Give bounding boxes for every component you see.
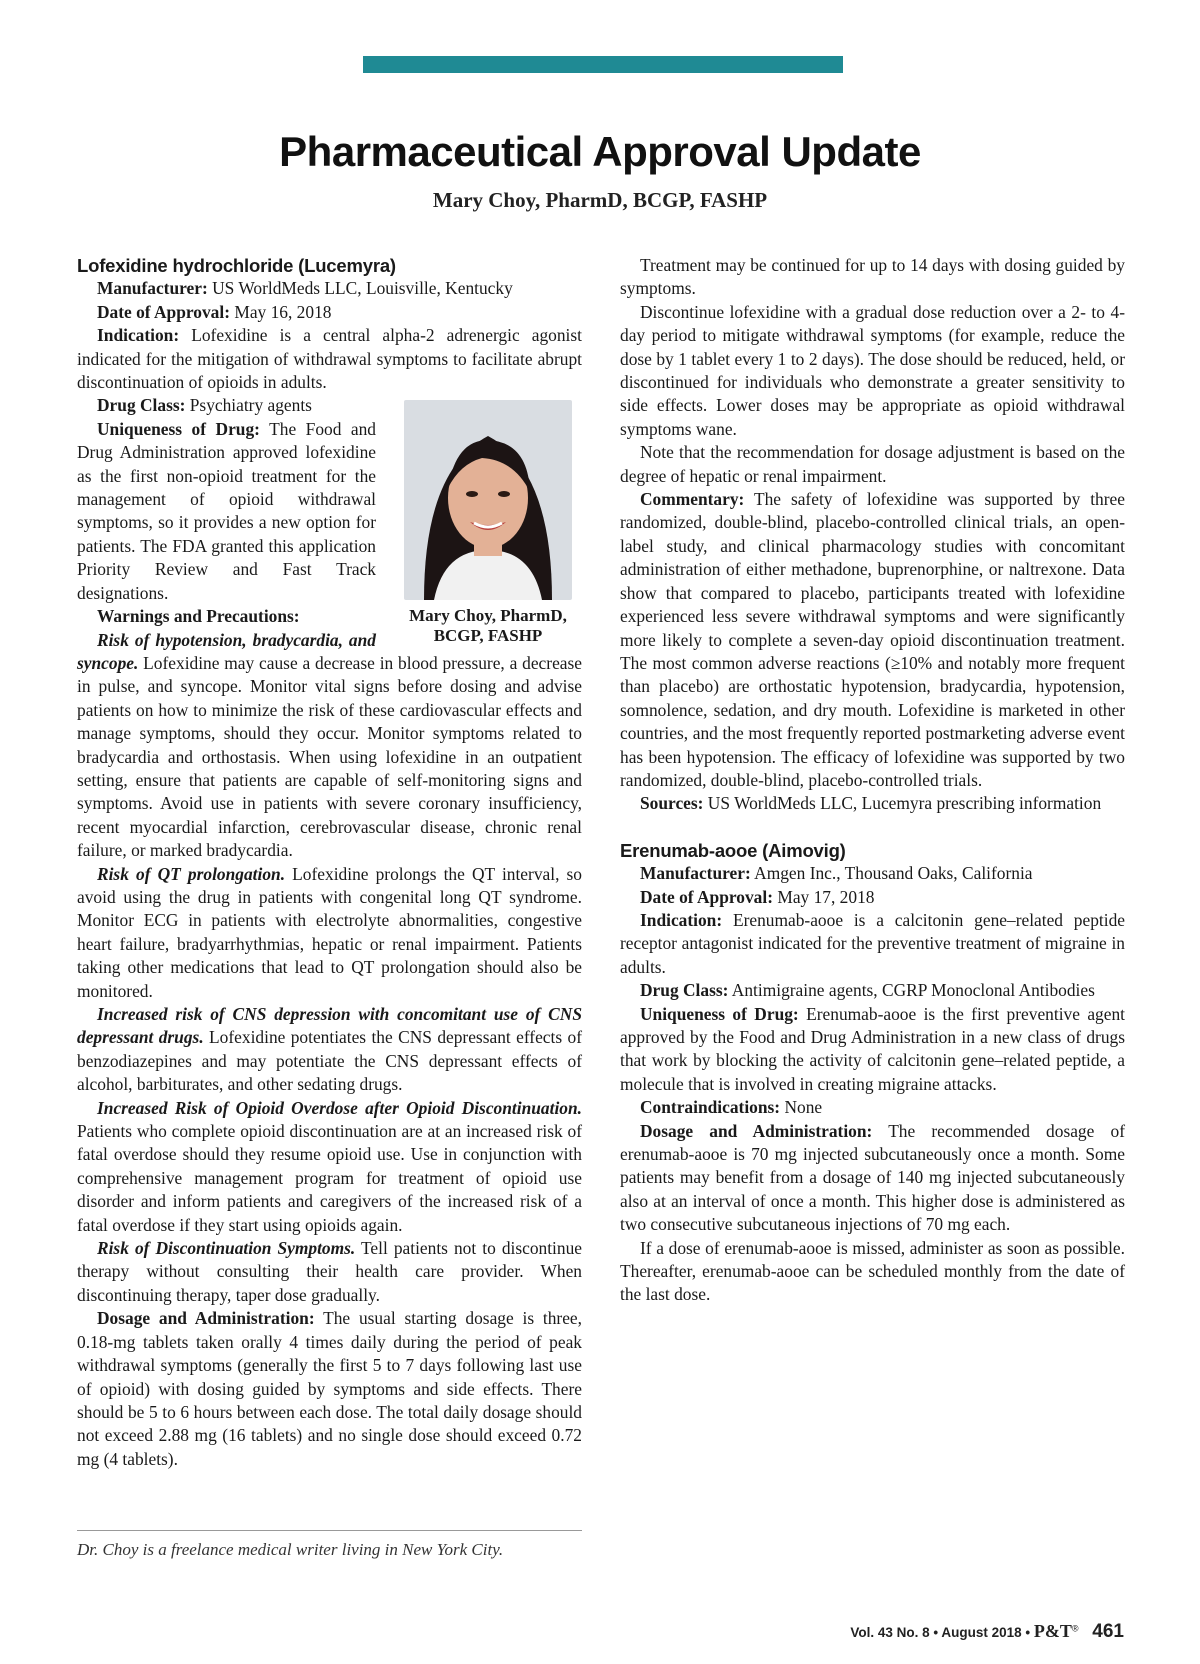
continue-treatment-paragraph: Treatment may be continued for up to 14 days with dosing guided by symptoms. xyxy=(620,255,1125,299)
page-number: 461 xyxy=(1092,1621,1124,1642)
uniqueness-paragraph-2: Uniqueness of Drug: Erenumab-aooe is the first preventive agent approved by the Food and Drug Administration in a new class of drugs that work by blocking the activity of calcitonin gene–related peptide, a molecule that is involved in creating migraine attacks. xyxy=(620,1003,1125,1094)
drug-class-line-2: Drug Class: Antimigraine agents, CGRP Monoclonal Antibodies xyxy=(640,980,1095,1001)
drug-class-line: Drug Class: Psychiatry agents xyxy=(97,395,312,416)
risk-overdose-paragraph: Increased Risk of Opioid Overdose after Opioid Discontinuation. Patients who complete opioid discontinuation are at an increased risk of fatal overdose should they resume opioid use. Use in conjunction with comprehensive management program for treatment of opioid use disorder and inform patients and caregivers of the increased risk of a fatal overdose if they start using opioids again. xyxy=(77,1097,582,1235)
drug-heading-lofexidine: Lofexidine hydrochloride (Lucemyra) xyxy=(77,255,396,276)
sources-paragraph: Sources: US WorldMeds LLC, Lucemyra prescribing information xyxy=(640,793,1102,814)
page-folio xyxy=(850,1621,1124,1643)
issue-info: Vol. 43 No. 8 • August 2018 • xyxy=(850,1625,1031,1640)
right-column xyxy=(620,254,1125,1307)
risk-discontinuation-paragraph: Risk of Discontinuation Symptoms. Tell patients not to discontinue therapy without consulting their health care provider. When discontinuing therapy, taper dose gradually. xyxy=(77,1238,582,1305)
contraindications-line: Contraindications: None xyxy=(640,1097,823,1118)
risk-cns-paragraph: Increased risk of CNS depression with concomitant use of CNS depressant drugs. Lofexidine potentiates the CNS depressant effects of benzodiazepines and may potentiate the CNS depressant effects of alcohol, barbiturates, and other sedating drugs. xyxy=(77,1004,582,1095)
footnote-divider xyxy=(77,1530,582,1531)
left-column xyxy=(77,254,582,1471)
photo-caption: Mary Choy, PharmD, BCGP, FASHP xyxy=(409,606,567,646)
journal-name: P&T xyxy=(1033,1621,1072,1641)
approval-date-line-2: Date of Approval: May 17, 2018 xyxy=(640,886,875,907)
author-portrait-image xyxy=(404,400,572,600)
page-title: Pharmaceutical Approval Update xyxy=(279,128,921,175)
registered-mark: ® xyxy=(1071,1623,1079,1634)
missed-dose-paragraph: If a dose of erenumab-aooe is missed, administer as soon as possible. Thereafter, erenumab-aooe can be scheduled monthly from the date of the last dose. xyxy=(620,1237,1125,1305)
author-footnote: Dr. Choy is a freelance medical writer living in New York City. xyxy=(77,1540,504,1559)
author-byline: Mary Choy, PharmD, BCGP, FASHP xyxy=(432,188,768,212)
drug-heading-erenumab: Erenumab-aooe (Aimovig) xyxy=(620,839,846,861)
discontinue-paragraph: Discontinue lofexidine with a gradual dose reduction over a 2- to 4-day period to mitigate withdrawal symptoms (for example, reduce the dose by 1 tablet every 1 to 2 days). The dose should be reduced, held, or discontinued for individuals who demonstrate a greater sensitivity to side effects. Lower doses may be appropriate as opioid withdrawal symptoms wane. xyxy=(620,301,1125,439)
manufacturer-line: Manufacturer: US WorldMeds LLC, Louisville, Kentucky xyxy=(97,278,513,299)
indication-paragraph: Indication: Lofexidine is a central alpha-2 adrenergic agonist indicated for the mitigation of withdrawal symptoms to facilitate abrupt discontinuation of opioids in adults. xyxy=(77,325,582,393)
commentary-paragraph: Commentary: The safety of lofexidine was supported by three randomized, double-blind, placebo-controlled clinical trials, an open-label study, and clinical pharmacology studies with concomitant administration of either methadone, buprenorphine, or naltrexone. Data show that compared to placebo, participants treated with lofexidine experienced less severe withdrawal symptoms and were significantly more likely to complete a seven-day opioid discontinuation treatment. The most common adverse reactions (≥10% and notably more frequent than placebo) are orthostatic hypotension, bradycardia, hypotension, somnolence, sedation, and dry mouth. Lofexidine is marketed in other countries, and the most frequently reported postmarketing adverse event has been hypotension. The efficacy of lofexidine was supported by two randomized, double-blind, placebo-controlled trials. xyxy=(620,489,1125,790)
uniqueness-paragraph: Uniqueness of Drug: The Food and Drug Administration approved lofexidine as the first non-opioid treatment for the management of opioid withdrawal symptoms, so it provides a new option for patients. The FDA granted this application Priority Review and Fast Track designations. xyxy=(77,418,376,603)
indication-paragraph-2: Indication: Erenumab-aooe is a calcitonin gene–related peptide receptor antagonist indicated for the preventive treatment of migraine in adults. xyxy=(620,909,1125,977)
warnings-heading: Warnings and Precautions: xyxy=(97,606,300,627)
dosage-paragraph: Dosage and Administration: The usual starting dosage is three, 0.18-mg tablets taken orally 4 times daily during the period of peak withdrawal symptoms (generally the first 5 to 7 days following last use of opioid) with dosing guided by symptoms and side effects. There should be 5 to 6 hours between each dose. The total daily dosage should not exceed 2.88 mg (16 tablets) and no single dose should exceed 0.72 mg (4 tablets). xyxy=(77,1308,582,1469)
dosage-note-paragraph: Note that the recommendation for dosage adjustment is based on the degree of hepatic or renal impairment. xyxy=(620,442,1125,486)
dosage-paragraph-2: Dosage and Administration: The recommended dosage of erenumab-aooe is 70 mg injected subcutaneously once a month. Some patients may benefit from a dosage of 140 mg injected subcutaneously also at an interval of once a month. This higher dose is administered as two consecutive subcutaneous injections of 70 mg each. xyxy=(620,1120,1125,1235)
approval-date-line: Date of Approval: May 16, 2018 xyxy=(97,301,332,322)
risk-hypotension-paragraph: Risk of hypotension, bradycardia, and syncope. Lofexidine may cause a decrease in blood pressure, a decrease in pulse, and syncope. Monitor vital signs before dosing and advise patients on how to minimize the risk of these cardiovascular effects and manage symptoms, should they occur. Monitor symptoms related to bradycardia and orthostasis. When using lofexidine in an outpatient setting, ensure that patients are capable of self-monitoring signs and symptoms. Avoid use in patients with severe coronary insufficiency, recent myocardial infarction, cerebrovascular disease, chronic renal failure, or marked bradycardia. xyxy=(77,629,582,861)
header-accent-bar xyxy=(363,56,843,73)
manufacturer-line-2: Manufacturer: Amgen Inc., Thousand Oaks, California xyxy=(640,863,1033,884)
risk-qt-paragraph: Risk of QT prolongation. Lofexidine prolongs the QT interval, so avoid using the drug in patients with congenital long QT syndrome. Monitor ECG in patients with electrolyte abnormalities, congestive heart failure, bradyarrhythmias, hepatic or renal impairment. Patients taking other medications that lead to QT prolongation should also be monitored. xyxy=(77,863,582,1001)
author-photo-block xyxy=(394,400,582,646)
